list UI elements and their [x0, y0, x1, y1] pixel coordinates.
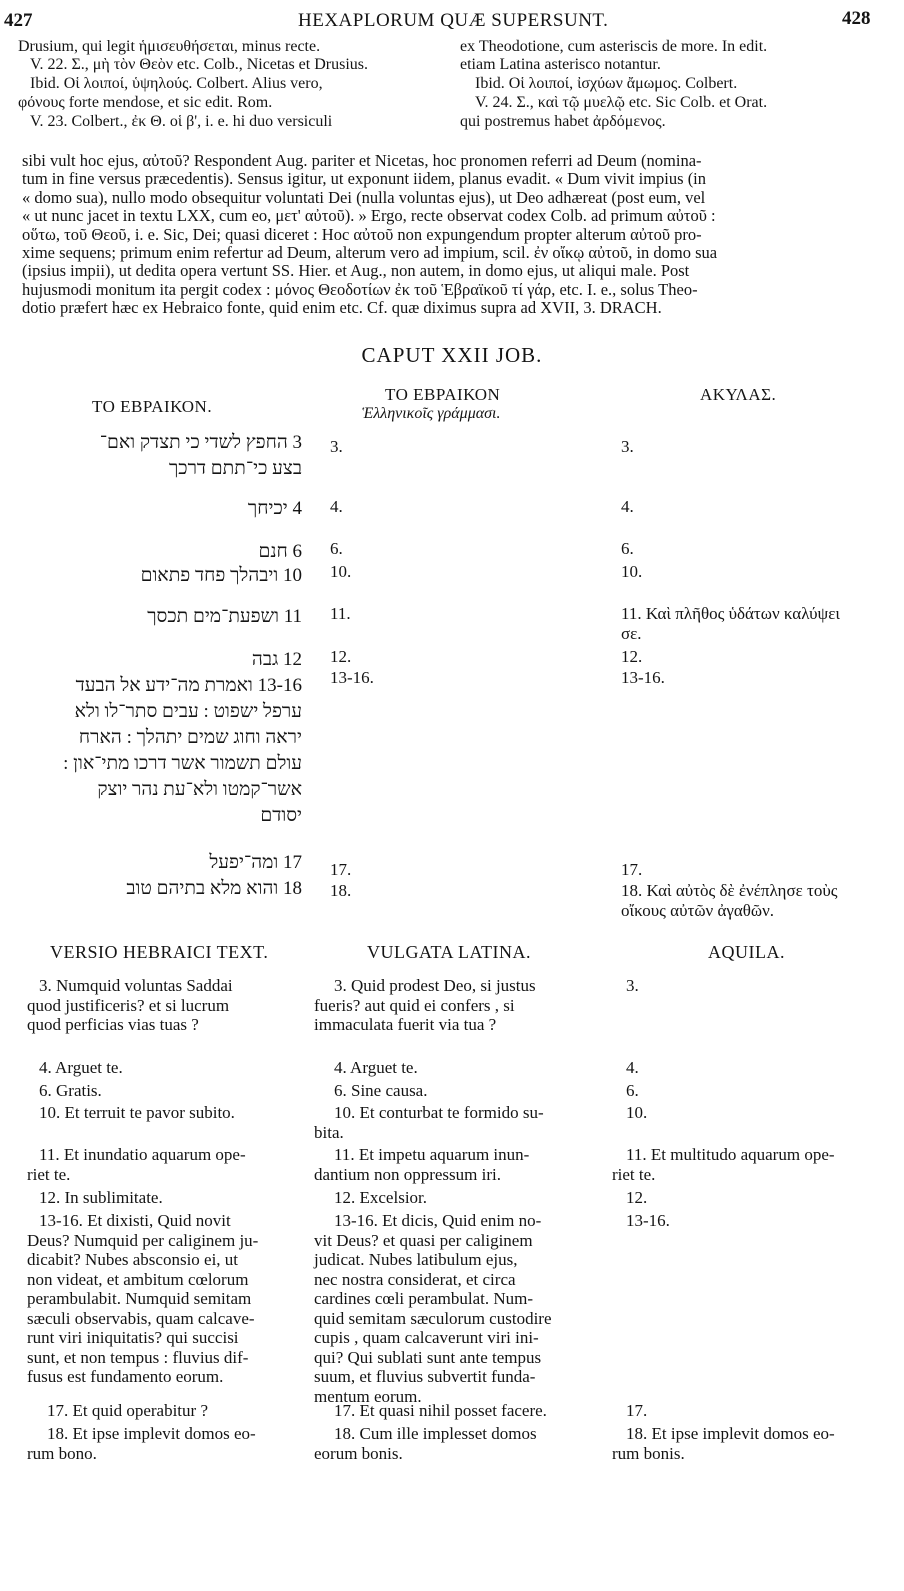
hebrew-verse: 4 יכיחך	[247, 498, 302, 519]
paragraph-line: sibi vult hoc ejus, αὐτοῦ? Respondent Aug. pariter et Nicetas, hoc pronomen referri ad Deum (nomina-	[22, 151, 702, 170]
vulgate-verse: 17. Et quasi nihil posset facere.	[334, 1401, 547, 1420]
running-title: HEXAPLORUM QUÆ SUPERSUNT.	[298, 10, 609, 31]
aquila-latin-verse: 10.	[626, 1103, 648, 1122]
aquila-latin-verse: 18. Et ipse implevit domos eo- rum bonis.	[612, 1424, 835, 1463]
aquila-latin-verse: 6.	[626, 1081, 639, 1100]
paragraph-line: « ut nunc jacet in textu LXX, cum eo, μετ' αὐτοῦ). » Ergo, recte observat codex Colb. ad primum αὐτοῦ :	[22, 206, 716, 226]
paragraph-line: hujusmodi monitum ita pergit codex : μόνος Θεοδοτίων ἐκ τοῦ Ἑβραϊκοῦ τί γάρ, etc. I. e., solus Theo-	[22, 279, 698, 299]
hebrew-version-verse: 4. Arguet te.	[39, 1058, 123, 1077]
aquila-greek-verse: 12.	[621, 647, 643, 666]
aquila-greek-verse: 13-16.	[621, 668, 665, 687]
left-page-number: 427	[4, 10, 33, 31]
note-left-line: V. 22. Σ., μὴ τὸν Θεὸν etc. Colb., Nicetas et Drusius.	[30, 56, 368, 73]
hebrew-verse: 13-16 ואמרת מה־ידע אל הבעד ערפל ישפוט : עבים סתר־לו ולא יראה וחוג שמים יתהלך : הארח עולם תשמור אשר דרכו מתי־און : אשר־קמטו ולא־עת נהר יוצק יסודם	[63, 675, 302, 826]
note-left-line: φόνους forte mendose, et sic edit. Rom.	[18, 94, 273, 111]
note-right-line: Ibid. Οἱ λοιποί, ἰσχύων ἄμωμος. Colbert.	[475, 75, 738, 92]
vulgate-verse: 13-16. Et dicis, Quid enim no- vit Deus? et quasi per caliginem judicat. Nubes latibulum ejus, nec nostra considerat, et circa cardines cœli perambulat. Num- quid semitam sæculorum custodire cupis , quam calcaverunt viri ini- qui? Qui sublati sunt ante tempus suum, et fluvius subvertit funda- mentum eorum.	[314, 1211, 552, 1406]
paragraph-line: xime sequens; primum enim refertur ad Deum, alterum vero ad impium, scil. ἐν οἴκῳ αὐτοῦ, in domo sua	[22, 243, 718, 263]
hebrew-verse: 6 חנם	[258, 541, 302, 562]
hebrew-version-verse: 13-16. Et dixisti, Quid novit Deus? Numquid per caliginem ju- dicabit? Nubes absconsio ei, ut non videat, et ambitum cœlorum perambulabit. Numquid semitam sæculi observabis, quam calcave- runt viri iniquitatis? qui succisi sunt, et non tempus : fluvius dif- fusus est fundamento eorum.	[27, 1211, 259, 1386]
paragraph-line: (ipsius impii), ut dedita opera vertunt SS. Hier. et Aug., non autem, in domo ejus, ut aliqui male. Post	[22, 261, 690, 281]
paragraph-line: « domo sua), nullo modo obsequitur voluntati Dei (nulla voluntas ejus), ut Deo adhæreat (post eum, vel	[22, 187, 706, 207]
aquila-latin-verse: 3.	[626, 976, 639, 995]
note-left-line: Ibid. Οἱ λοιποί, ὑψηλούς. Colbert. Alius vero,	[30, 75, 323, 92]
hebrew-version-verse: 18. Et ipse implevit domos eo- rum bono.	[27, 1424, 256, 1463]
commentary-paragraph	[22, 152, 880, 318]
column-header-aquila-greek: ΑΚΥΛΑΣ.	[700, 385, 777, 404]
aquila-latin-verse: 17.	[626, 1401, 648, 1420]
transliteration-verse: 6.	[330, 539, 343, 558]
transliteration-verse: 17.	[330, 860, 352, 879]
hebrew-verse: 3 החפץ לשדי כי תצדק ואם־ בצע כי־תתם דרכך	[99, 432, 302, 479]
aquila-greek-verse: 18. Καὶ αὐτὸς δὲ ἐνέπλησε τοὺς οἴκους αὐτῶν ἀγαθῶν.	[621, 881, 838, 920]
hebrew-verse: 11 ושפעת־מים תכסך	[147, 606, 302, 627]
note-left-line: Drusium, qui legit ἡμισευθήσεται, minus recte.	[18, 38, 321, 55]
column-header-aquila-latin: AQUILA.	[708, 942, 785, 962]
column-subheader-transliteration: Ἑλληνικοῖς γράμμασι.	[362, 405, 501, 422]
hebrew-version-verse: 11. Et inundatio aquarum ope- riet te.	[27, 1145, 246, 1184]
hebrew-version-verse: 3. Numquid voluntas Saddai quod justificeris? et si lucrum quod perficias vias tuas ?	[27, 976, 233, 1034]
column-header-vulgate: VULGATA LATINA.	[367, 942, 532, 962]
vulgate-verse: 12. Excelsior.	[334, 1188, 428, 1207]
aquila-greek-verse: 10.	[621, 562, 643, 581]
aquila-greek-verse: 4.	[621, 497, 634, 516]
transliteration-verse: 12.	[330, 647, 352, 666]
vulgate-verse: 11. Et impetu aquarum inun- dantium non oppressum iri.	[314, 1145, 530, 1184]
aquila-greek-verse: 11. Καὶ πλῆθος ὑδάτων καλύψει σε.	[621, 604, 840, 643]
hebrew-version-verse: 6. Gratis.	[39, 1081, 102, 1100]
vulgate-verse: 10. Et conturbat te formido su- bita.	[314, 1103, 544, 1142]
hebrew-version-verse: 12. In sublimitate.	[39, 1188, 163, 1207]
aquila-greek-verse: 3.	[621, 437, 634, 456]
note-right-line: ex Theodotione, cum asteriscis de more. In edit.	[460, 38, 768, 55]
transliteration-verse: 11.	[330, 604, 351, 623]
vulgate-verse: 6. Sine causa.	[334, 1081, 428, 1100]
vulgate-verse: 4. Arguet te.	[334, 1058, 418, 1077]
vulgate-verse: 3. Quid prodest Deo, si justus fueris? aut quid ei confers , si immaculata fuerit via tua ?	[314, 976, 536, 1034]
hebrew-verse: 12 גבה	[251, 649, 302, 670]
hebrew-version-verse: 17. Et quid operabitur ?	[47, 1401, 208, 1420]
transliteration-verse: 13-16.	[330, 668, 374, 687]
right-page-number: 428	[842, 8, 871, 29]
transliteration-verse: 4.	[330, 497, 343, 516]
column-header-hebrew-version: VERSIO HEBRAICI TEXT.	[50, 942, 269, 962]
hebrew-verse: 18 והוא מלא בתיהם טוב	[126, 878, 302, 899]
hebrew-verse: 17 ומה־יפעל	[209, 852, 302, 873]
vulgate-verse: 18. Cum ille implesset domos eorum bonis.	[314, 1424, 537, 1463]
aquila-latin-verse: 12.	[626, 1188, 648, 1207]
note-left-line: V. 23. Colbert., ἐκ Θ. οἱ β', i. e. hi duo versiculi	[30, 113, 333, 130]
paragraph-line: οὕτω, τοῦ Θεοῦ, i. e. Sic, Dei; quasi diceret : Hoc αὐτοῦ non expungendum propter alterum αὐτοῦ pro-	[22, 224, 702, 244]
hebrew-verse: 10 ויבהלך פחד פתאום	[140, 565, 302, 586]
note-right-line: etiam Latina asterisco notantur.	[460, 56, 661, 73]
aquila-latin-verse: 4.	[626, 1058, 639, 1077]
paragraph-line: tum in fine versus præcedentis). Sensus igitur, ut exponunt iidem, planus evadit. « Dum vivit impius (in	[22, 169, 707, 189]
note-right-line: qui postremus habet ἀρδόμενος.	[460, 113, 666, 130]
aquila-greek-verse: 6.	[621, 539, 634, 558]
transliteration-verse: 10.	[330, 562, 352, 581]
aquila-latin-verse: 11. Et multitudo aquarum ope- riet te.	[612, 1145, 835, 1184]
chapter-title: CAPUT XXII JOB.	[361, 343, 543, 367]
column-header-hebrew: ΤΟ ΕΒΡΑΙΚΟΝ.	[92, 397, 213, 416]
transliteration-verse: 18.	[330, 881, 352, 900]
aquila-greek-verse: 17.	[621, 860, 643, 879]
aquila-latin-verse: 13-16.	[626, 1211, 670, 1230]
transliteration-verse: 3.	[330, 437, 343, 456]
hebrew-version-verse: 10. Et terruit te pavor subito.	[39, 1103, 235, 1122]
note-right-line: V. 24. Σ., καὶ τῷ μυελῷ etc. Sic Colb. et Orat.	[475, 94, 768, 111]
column-header-transliteration: ΤΟ ΕΒΡΑΙΚΟΝ	[385, 385, 501, 404]
paragraph-line: dotio præfert hæc ex Hebraico fonte, quid enim etc. Cf. quæ diximus supra ad XVII, 3. DRACH.	[22, 298, 662, 318]
